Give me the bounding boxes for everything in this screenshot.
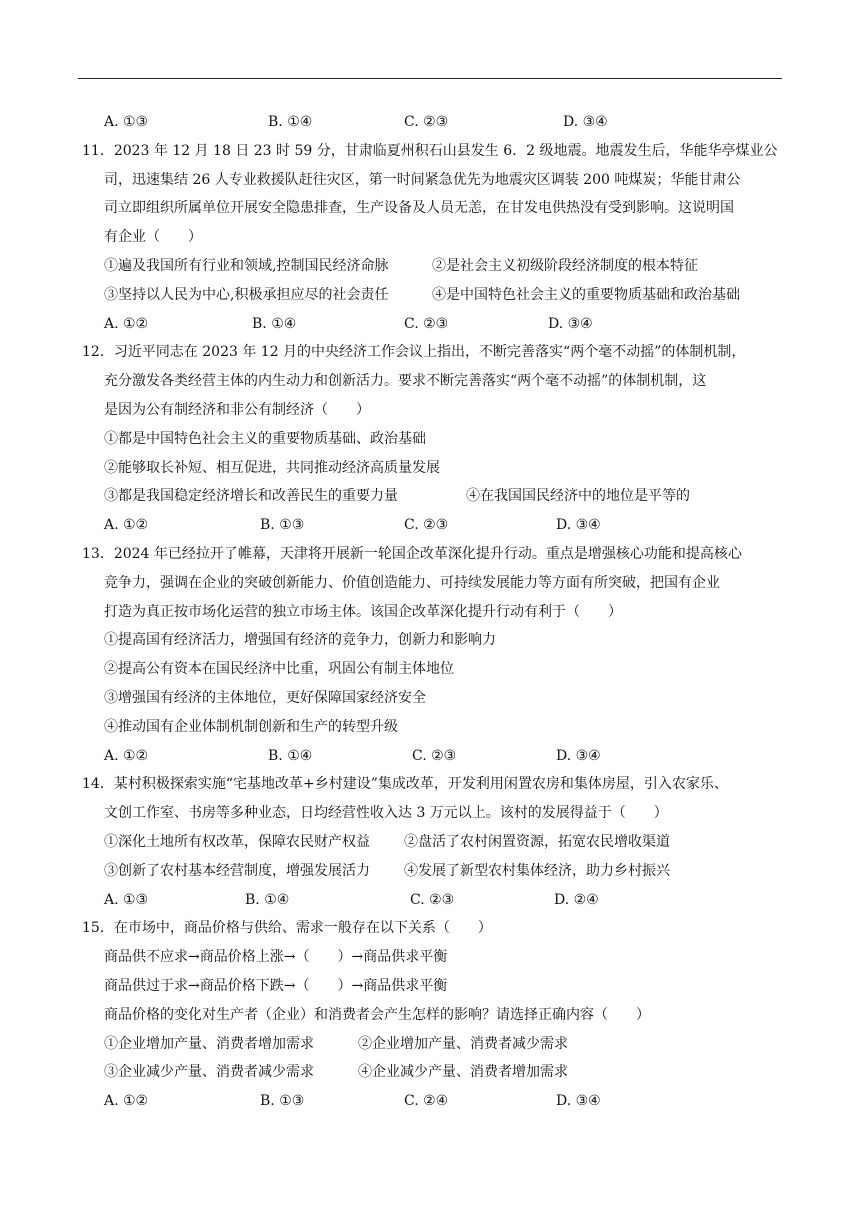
statement-3: ③企业减少产量、消费者减少需求 bbox=[104, 1064, 314, 1081]
answer-row bbox=[0, 511, 860, 540]
prompt-line: 商品价格的变化对生产者（企业）和消费者会产生怎样的影响？请选择正确内容（ ） bbox=[104, 1006, 650, 1023]
question-12-stem bbox=[0, 367, 860, 396]
statement-2: ②提高公有资本在国民经济中比重，巩固公有制主体地位 bbox=[104, 661, 454, 678]
chain-line: 商品供不应求→商品价格上涨→（ ）→商品供求平衡 bbox=[104, 949, 448, 966]
option-row bbox=[0, 1030, 860, 1059]
stem-line: 12．习近平同志在 2023 年 12 月的中央经济工作会议上指出，不断完善落实“两个毫不动摇”的体制机制， bbox=[82, 344, 746, 361]
option-row bbox=[0, 454, 860, 483]
price-chain-2 bbox=[0, 972, 860, 1001]
choice-a[interactable]: A. ①② bbox=[104, 1093, 149, 1110]
option-row bbox=[0, 425, 860, 454]
question-14-stem bbox=[0, 799, 860, 828]
question-11-stem bbox=[0, 223, 860, 252]
stem-line: 司，迅速集结 26 人专业救援队赶往灾区，第一时间紧急优先为地震灾区调装 200 吨煤炭；华能甘肃公 bbox=[104, 171, 741, 188]
option-row bbox=[0, 684, 860, 713]
option-row bbox=[0, 713, 860, 742]
question-15-prompt bbox=[0, 1001, 860, 1030]
stem-line: 13．2024 年已经拉开了帷幕，天津将开展新一轮国企改革深化提升行动。重点是增强核心功能和提高核心 bbox=[82, 545, 742, 562]
chain-line: 商品供过于求→商品价格下跌→（ ）→商品供求平衡 bbox=[104, 977, 448, 994]
answer-row bbox=[0, 1087, 860, 1116]
choice-b[interactable]: B. ①③ bbox=[260, 517, 305, 534]
stem-line: 11．2023 年 12 月 18 日 23 时 59 分，甘肃临夏州积石山县发生 6．2 级地震。地震发生后，华能华亭煤业公 bbox=[82, 142, 778, 159]
choice-a[interactable]: A. ①③ bbox=[104, 114, 149, 130]
choice-b[interactable]: B. ①④ bbox=[252, 315, 297, 332]
statement-1: ①深化土地所有权改革，保障农民财产权益 bbox=[104, 833, 370, 850]
statement-2: ②是社会主义初级阶段经济制度的根本特征 bbox=[432, 257, 698, 274]
stem-line: 有企业（ ） bbox=[104, 229, 202, 246]
statement-3: ③都是我国稳定经济增长和改善民生的重要力量 bbox=[104, 488, 398, 505]
choice-b[interactable]: B. ①③ bbox=[260, 1093, 305, 1110]
question-12-stem bbox=[0, 396, 860, 425]
option-row bbox=[0, 828, 860, 857]
option-row bbox=[0, 655, 860, 684]
statement-2: ②企业增加产量、消费者减少需求 bbox=[358, 1035, 568, 1052]
choice-c[interactable]: C. ②③ bbox=[404, 114, 449, 130]
choice-b[interactable]: B. ①④ bbox=[268, 747, 313, 764]
stem-line: 是因为公有制经济和非公有制经济（ ） bbox=[104, 401, 370, 418]
question-15-stem bbox=[0, 914, 860, 943]
choice-c[interactable]: C. ②③ bbox=[410, 891, 455, 908]
question-14-stem bbox=[0, 770, 860, 799]
choice-a[interactable]: A. ①② bbox=[104, 517, 149, 534]
choice-a[interactable]: A. ①② bbox=[104, 315, 149, 332]
choice-b[interactable]: B. ①④ bbox=[268, 114, 313, 130]
choice-d[interactable]: D. ③④ bbox=[563, 114, 608, 130]
question-13-stem bbox=[0, 540, 860, 569]
choice-d[interactable]: D. ②④ bbox=[554, 891, 599, 908]
choice-c[interactable]: C. ②④ bbox=[404, 1093, 449, 1110]
choice-c[interactable]: C. ②③ bbox=[412, 747, 457, 764]
statement-2: ②能够取长补短、相互促进，共同推动经济高质量发展 bbox=[104, 459, 440, 476]
answer-row bbox=[0, 108, 860, 137]
option-row bbox=[0, 857, 860, 886]
choice-a[interactable]: A. ①② bbox=[104, 747, 149, 764]
statement-1: ①都是中国特色社会主义的重要物质基础、政治基础 bbox=[104, 430, 426, 447]
answer-row bbox=[0, 742, 860, 771]
statement-1: ①提高国有经济活力，增强国有经济的竞争力，创新力和影响力 bbox=[104, 632, 496, 649]
statement-4: ④是中国特色社会主义的重要物质基础和政治基础 bbox=[432, 286, 740, 303]
stem-line: 竞争力，强调在企业的突破创新能力、价值创造能力、可持续发展能力等方面有所突破，把国有企业 bbox=[104, 574, 720, 591]
stem-line: 充分激发各类经营主体的内生动力和创新活力。要求不断完善落实“两个毫不动摇”的体制机制，这 bbox=[104, 373, 707, 390]
answer-row bbox=[0, 310, 860, 339]
statement-1: ①企业增加产量、消费者增加需求 bbox=[104, 1035, 314, 1052]
question-11-stem bbox=[0, 137, 860, 166]
statement-3: ③创新了农村基本经营制度，增强发展活力 bbox=[104, 862, 370, 879]
choice-d[interactable]: D. ③④ bbox=[556, 1093, 601, 1110]
choice-d[interactable]: D. ③④ bbox=[556, 517, 601, 534]
statement-4: ④企业减少产量、消费者增加需求 bbox=[358, 1064, 568, 1081]
choice-c[interactable]: C. ②③ bbox=[404, 517, 449, 534]
stem-line: 文创工作室、书房等多种业态，日均经营性收入达 3 万元以上。该村的发展得益于（ ） bbox=[104, 805, 668, 822]
price-chain-1 bbox=[0, 943, 860, 972]
option-row bbox=[0, 482, 860, 511]
choice-d[interactable]: D. ③④ bbox=[548, 315, 593, 332]
option-row bbox=[0, 1058, 860, 1087]
stem-line: 15．在市场中，商品价格与供给、需求一般存在以下关系（ ） bbox=[82, 920, 492, 937]
statement-4: ④在我国国民经济中的地位是平等的 bbox=[466, 488, 690, 505]
option-row bbox=[0, 281, 860, 310]
stem-line: 14．某村积极探索实施“宅基地改革+乡村建设”集成改革，开发利用闲置农房和集体房屋，引入农家乐、 bbox=[82, 776, 728, 793]
choice-c[interactable]: C. ②③ bbox=[404, 315, 449, 332]
question-11-stem bbox=[0, 194, 860, 223]
question-13-stem bbox=[0, 569, 860, 598]
choice-b[interactable]: B. ①④ bbox=[245, 891, 290, 908]
choice-d[interactable]: D. ③④ bbox=[556, 747, 601, 764]
header-rule bbox=[78, 78, 782, 79]
option-row bbox=[0, 252, 860, 281]
statement-3: ③坚持以人民为中心,积极承担应尽的社会责任 bbox=[104, 286, 389, 303]
stem-line: 司立即组织所属单位开展安全隐患排查，生产设备及人员无恙，在甘发电供热没有受到影响。这说明国 bbox=[104, 200, 734, 217]
statement-2: ②盘活了农村闲置资源，拓宽农民增收渠道 bbox=[404, 833, 670, 850]
question-13-stem bbox=[0, 598, 860, 627]
choice-a[interactable]: A. ①③ bbox=[104, 891, 149, 908]
answer-row bbox=[0, 886, 860, 915]
question-12-stem bbox=[0, 338, 860, 367]
question-list bbox=[0, 108, 860, 1116]
statement-1: ①遍及我国所有行业和领域,控制国民经济命脉 bbox=[104, 257, 389, 274]
option-row bbox=[0, 626, 860, 655]
question-11-stem bbox=[0, 166, 860, 195]
statement-3: ③增强国有经济的主体地位，更好保障国家经济安全 bbox=[104, 689, 426, 706]
statement-4: ④发展了新型农村集体经济，助力乡村振兴 bbox=[404, 862, 670, 879]
stem-line: 打造为真正按市场化运营的独立市场主体。该国企改革深化提升行动有利于（ ） bbox=[104, 603, 622, 620]
statement-4: ④推动国有企业体制机制创新和生产的转型升级 bbox=[104, 718, 398, 735]
